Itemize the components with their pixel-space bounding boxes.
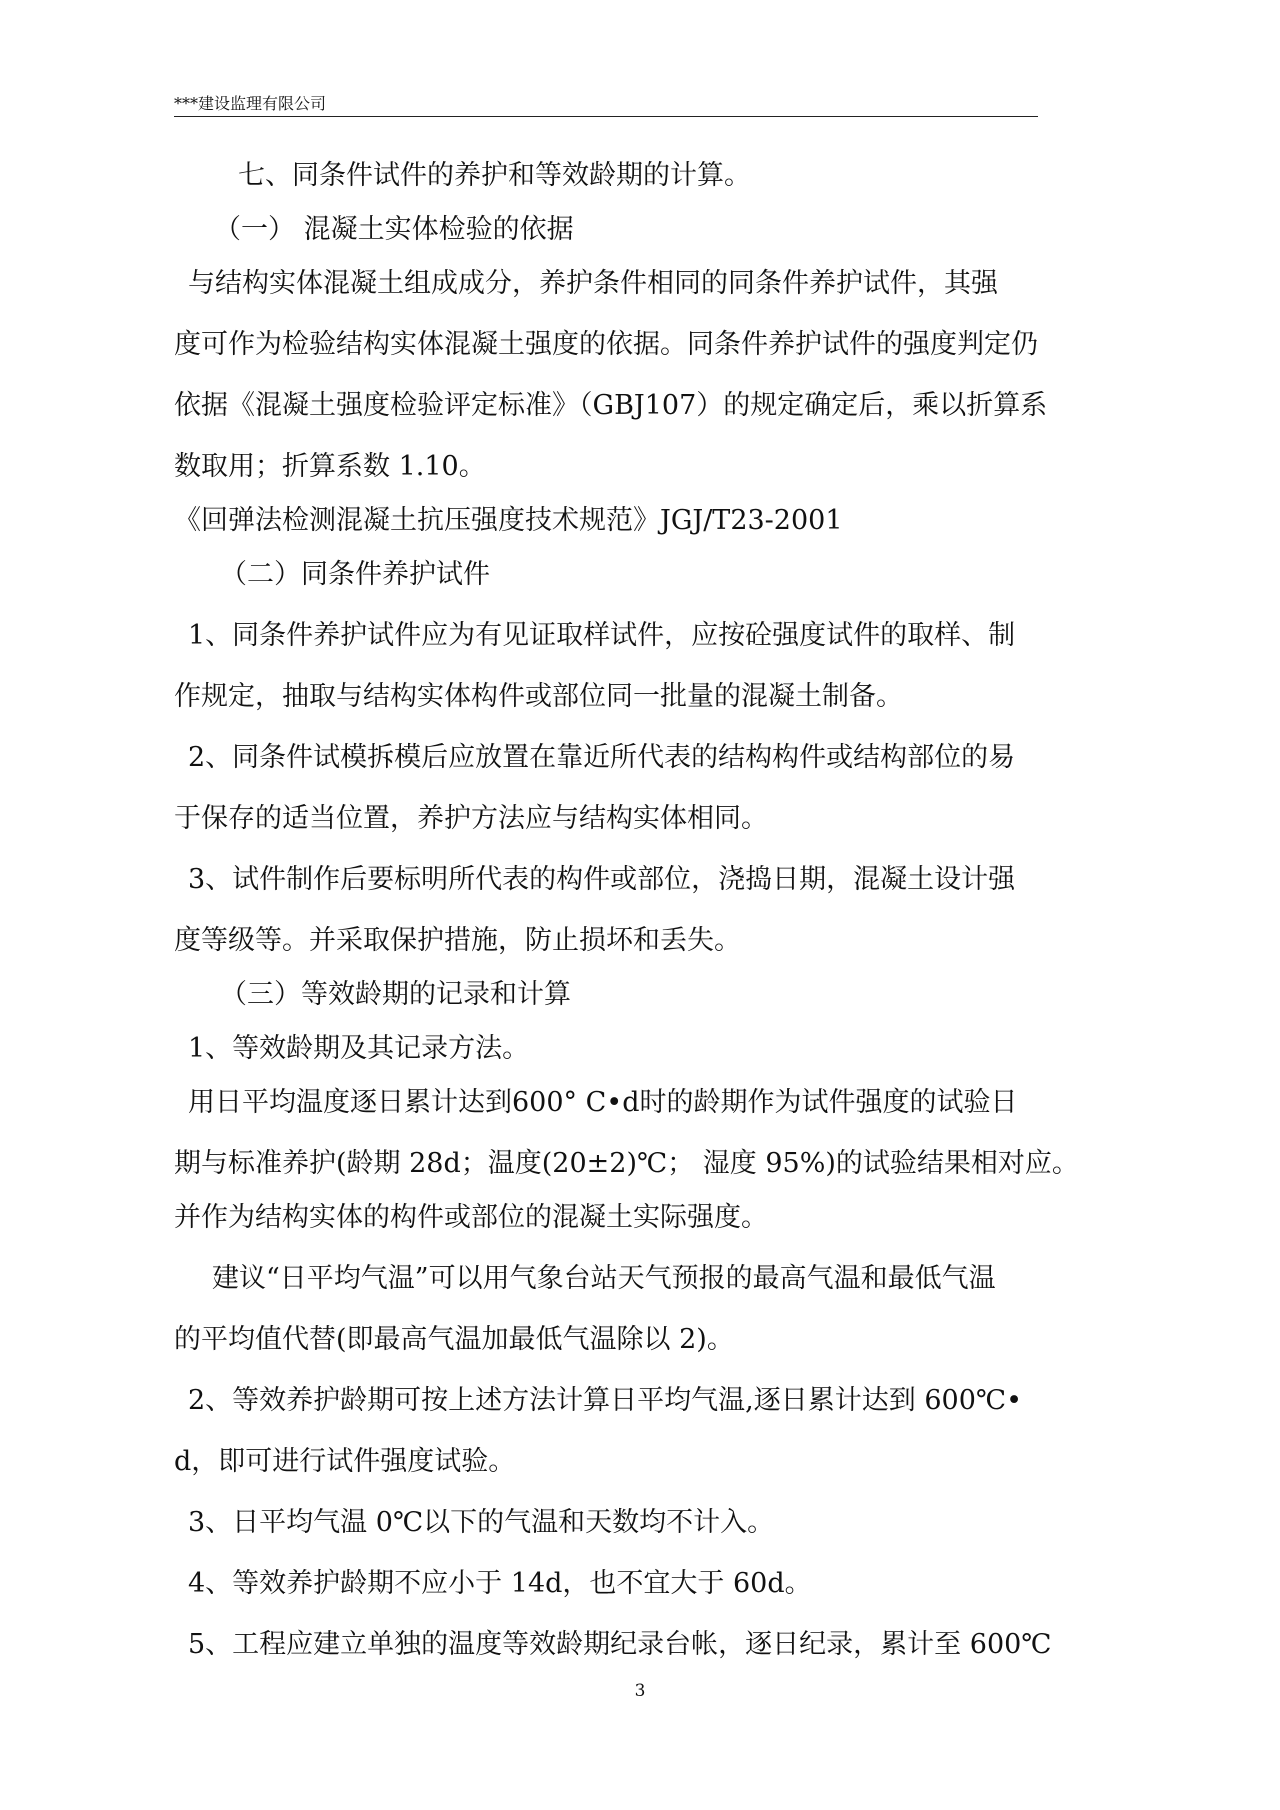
paragraph-line: 数取用；折算系数 1.10。 [174, 451, 486, 482]
list-item-line: d，即可进行试件强度试验。 [174, 1446, 516, 1477]
list-item-line: 2、同条件试模拆模后应放置在靠近所代表的结构构件或结构部位的易 [188, 742, 1016, 773]
company-name: ***建设监理有限公司 [174, 94, 327, 113]
list-item-line: 于保存的适当位置，养护方法应与结构实体相同。 [174, 803, 768, 834]
paragraph-line: 并作为结构实体的构件或部位的混凝土实际强度。 [174, 1202, 768, 1233]
paragraph-line: 期与标准养护(龄期 28d；温度(20±2)℃； 湿度 95%)的试验结果相对应。 [174, 1148, 1079, 1179]
paragraph-line: 建议“日平均气温”可以用气象台站天气预报的最高气温和最低气温 [212, 1263, 996, 1294]
paragraph-line: 的平均值代替(即最高气温加最低气温除以 2)。 [174, 1324, 734, 1355]
list-item-line: 4、等效养护龄期不应小于 14d，也不宜大于 60d。 [188, 1568, 812, 1599]
subsection-1-title: （一） 混凝土实体检验的依据 [214, 214, 574, 245]
paragraph-line: 与结构实体混凝土组成成分，养护条件相同的同条件养护试件，其强 [188, 268, 998, 299]
list-item-title: 1、等效龄期及其记录方法。 [188, 1033, 530, 1064]
paragraph-line: 用日平均温度逐日累计达到600° C•d时的龄期作为试件强度的试验日 [188, 1087, 1018, 1118]
list-item-line: 2、等效养护龄期可按上述方法计算日平均气温,逐日累计达到 600℃• [188, 1385, 1023, 1416]
list-item-line: 度等级等。并采取保护措施，防止损坏和丢失。 [174, 925, 741, 956]
list-item-line: 3、日平均气温 0℃以下的气温和天数均不计入。 [188, 1507, 775, 1538]
paragraph-line: 度可作为检验结构实体混凝土强度的依据。同条件养护试件的强度判定仍 [174, 329, 1038, 360]
page-number: 3 [634, 1681, 646, 1701]
subsection-2-title: （二）同条件养护试件 [220, 559, 490, 590]
page-header [174, 92, 1038, 117]
subsection-3-title: （三）等效龄期的记录和计算 [220, 979, 571, 1010]
list-item-line: 3、试件制作后要标明所代表的构件或部位，浇捣日期，混凝土设计强 [188, 864, 1016, 895]
reference-standard: 《回弹法检测混凝土抗压强度技术规范》JGJ/T23-2001 [174, 505, 843, 536]
document-body [174, 155, 1104, 1666]
list-item-line: 5、工程应建立单独的温度等效龄期纪录台帐，逐日纪录，累计至 600℃ [188, 1629, 1052, 1660]
list-item-line: 作规定，抽取与结构实体构件或部位同一批量的混凝土制备。 [174, 681, 903, 712]
section-title: 七、同条件试件的养护和等效龄期的计算。 [238, 160, 751, 191]
list-item-line: 1、同条件养护试件应为有见证取样试件，应按砼强度试件的取样、制 [188, 620, 1016, 651]
paragraph-line: 依据《混凝土强度检验评定标准》（GBJ107）的规定确定后，乘以折算系 [174, 390, 1048, 421]
